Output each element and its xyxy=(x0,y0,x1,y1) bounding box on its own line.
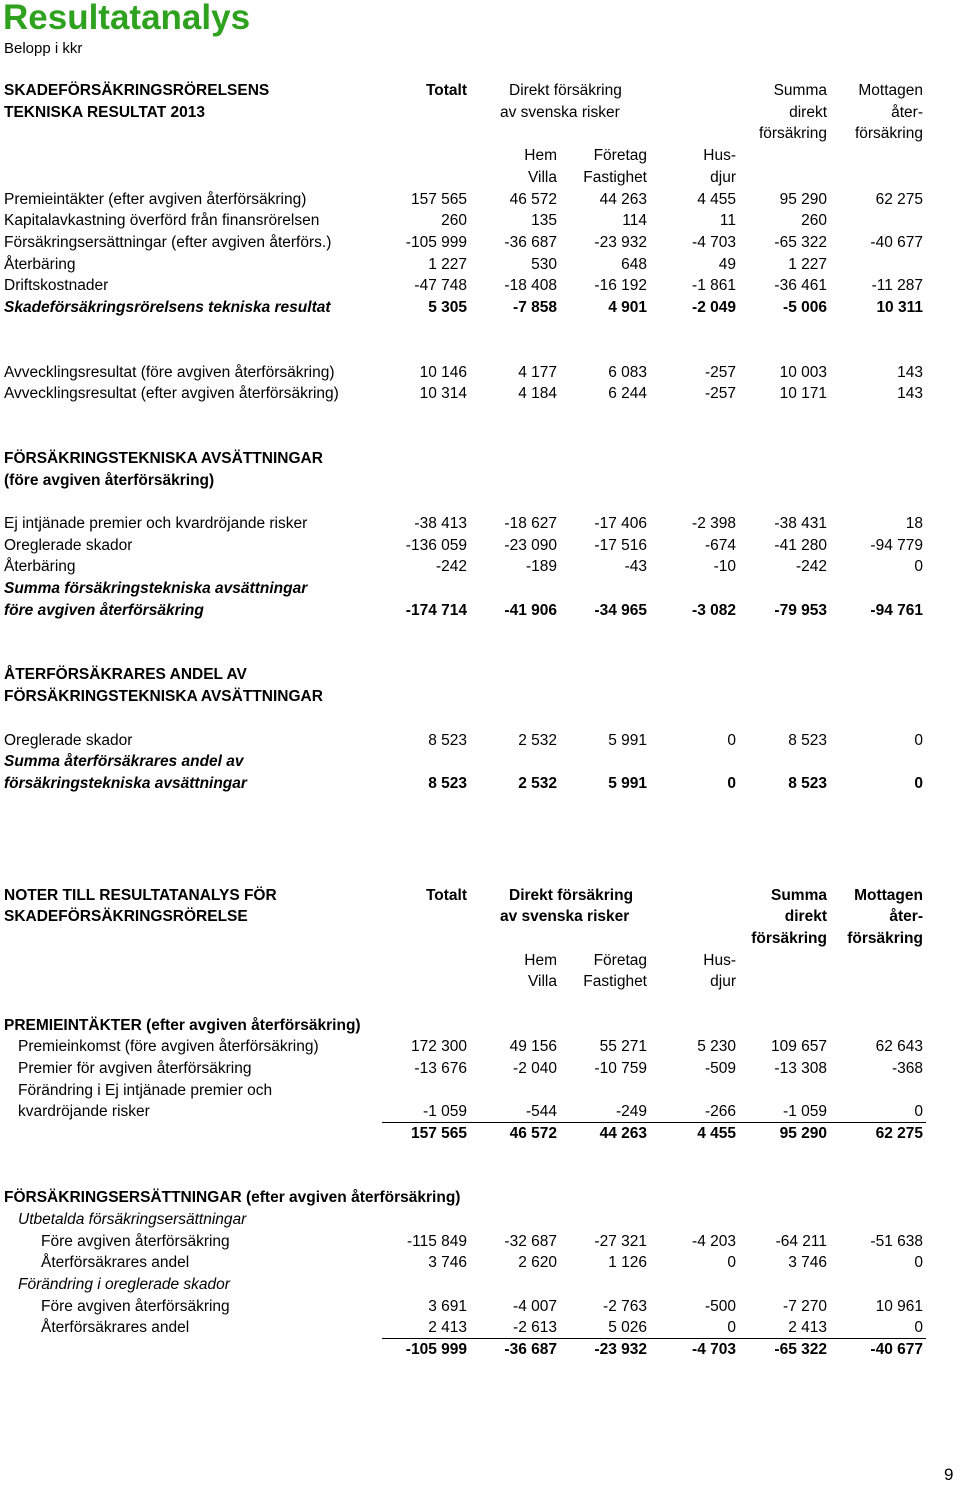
cell: -47 748 xyxy=(414,277,467,294)
sum-label-line1: Summa försäkringstekniska avsättningar xyxy=(4,580,308,597)
section-heading-line1: FÖRSÄKRINGSTEKNISKA AVSÄTTNINGAR xyxy=(4,450,323,467)
sum-label-line1: Summa återförsäkrares andel av xyxy=(4,753,244,770)
cell: 172 300 xyxy=(410,1038,467,1055)
cell: -38 413 xyxy=(414,515,467,532)
section1-header-row1 xyxy=(0,80,960,102)
cell: 0 xyxy=(914,732,923,749)
table-row xyxy=(0,1296,960,1318)
cell: -174 714 xyxy=(405,602,467,619)
table-row xyxy=(0,232,960,254)
table-row xyxy=(0,1101,960,1123)
cell: 530 xyxy=(531,256,557,273)
column-header-totalt: Totalt xyxy=(425,82,467,99)
cell: -23 090 xyxy=(504,537,557,554)
cell: -32 687 xyxy=(504,1233,557,1250)
table-total-row xyxy=(0,1123,960,1145)
cell: -51 638 xyxy=(870,1233,923,1250)
cell: 143 xyxy=(897,385,923,402)
row-label: Förändring i Ej intjänade premier och xyxy=(18,1082,273,1099)
cell: -105 999 xyxy=(405,234,467,251)
column-header-direkt-sub: direkt xyxy=(784,908,827,925)
cell: 143 xyxy=(897,364,923,381)
column-header-mottagen: Mottagen xyxy=(854,887,923,904)
cell: -17 406 xyxy=(594,515,647,532)
cell: -40 677 xyxy=(870,234,923,251)
cell: -10 759 xyxy=(594,1060,647,1077)
cell: -2 049 xyxy=(692,299,736,316)
subgroup-label: Utbetalda försäkringsersättningar xyxy=(18,1211,247,1228)
cell: 49 156 xyxy=(509,1038,557,1055)
sum-label-row xyxy=(0,578,960,600)
cell: -2 398 xyxy=(692,515,736,532)
cell: 8 523 xyxy=(788,732,827,749)
cell: 0 xyxy=(914,775,923,792)
cell: 157 565 xyxy=(410,1125,467,1142)
cell: 0 xyxy=(914,1254,923,1271)
premie-heading-label: PREMIEINTÄKTER (efter avgiven återförsäkring) xyxy=(4,1017,361,1034)
column-header-direkt: Direkt försäkring xyxy=(509,82,622,99)
cell: -189 xyxy=(525,558,557,575)
cell: -2 763 xyxy=(603,1298,647,1315)
section1-heading-line2: TEKNISKA RESULTAT 2013 xyxy=(4,104,205,121)
section2-heading-sub xyxy=(0,470,960,492)
sum-label-row xyxy=(0,751,960,773)
label-row xyxy=(0,1080,960,1102)
cell: 18 xyxy=(905,515,923,532)
cell: -257 xyxy=(704,364,736,381)
cell: 6 083 xyxy=(608,364,647,381)
cell: -4 203 xyxy=(692,1233,736,1250)
cell: -4 703 xyxy=(692,1341,736,1358)
subheader-villa: Villa xyxy=(527,973,557,990)
cell: 6 244 xyxy=(608,385,647,402)
table-row xyxy=(0,513,960,535)
subheader-fastighet: Fastighet xyxy=(583,169,647,186)
row-label: Premier för avgiven återförsäkring xyxy=(18,1060,252,1077)
cell: 0 xyxy=(727,732,736,749)
column-header-summa: Summa xyxy=(771,887,827,904)
column-header-totalt: Totalt xyxy=(425,887,467,904)
cell: 4 455 xyxy=(697,1125,736,1142)
cell: -17 516 xyxy=(594,537,647,554)
cell: -115 849 xyxy=(406,1233,467,1250)
section-heading-line2: (före avgiven återförsäkring) xyxy=(4,472,215,489)
column-header-mottagen: Mottagen xyxy=(858,82,923,99)
cell: -18 408 xyxy=(504,277,557,294)
cell: 109 657 xyxy=(770,1038,827,1055)
cell: 8 523 xyxy=(788,775,827,792)
cell: 4 184 xyxy=(518,385,557,402)
section4-heading-line1: NOTER TILL RESULTATANALYS FÖR xyxy=(4,887,277,904)
section1-header-row2 xyxy=(0,102,960,124)
cell: -23 932 xyxy=(594,1341,647,1358)
cell: 1 227 xyxy=(788,256,827,273)
column-header-forsakring-summa: försäkring xyxy=(758,125,827,142)
cell: 49 xyxy=(718,256,736,273)
cell: 3 746 xyxy=(428,1254,467,1271)
cell: 8 523 xyxy=(428,732,467,749)
cell: -1 059 xyxy=(423,1103,467,1120)
cell: -38 431 xyxy=(774,515,827,532)
column-header-svenska-risker: av svenska risker xyxy=(500,104,620,121)
cell: -368 xyxy=(891,1060,923,1077)
cell: -65 322 xyxy=(774,1341,827,1358)
subheader-hem: Hem xyxy=(524,952,557,969)
cell: 10 314 xyxy=(419,385,467,402)
cell: 95 290 xyxy=(779,191,827,208)
cell: 10 961 xyxy=(875,1298,923,1315)
section-heading-line1: ÅTERFÖRSÄKRARES ANDEL AV xyxy=(4,666,247,683)
cell: 135 xyxy=(531,212,557,229)
cell: 5 991 xyxy=(608,732,647,749)
cell: -40 677 xyxy=(870,1341,923,1358)
sum-label-line2: före avgiven återförsäkring xyxy=(4,602,204,619)
cell: 4 455 xyxy=(697,191,736,208)
cell: 8 523 xyxy=(428,775,467,792)
section4-header-row1 xyxy=(0,885,960,907)
section4-header-row2 xyxy=(0,906,960,928)
column-header-forsakring-summa: försäkring xyxy=(751,930,827,947)
column-header-forsakring-mott: försäkring xyxy=(854,125,923,142)
cell: 44 263 xyxy=(599,191,647,208)
row-label: Återbäring xyxy=(4,256,76,273)
subheader-foretag: Företag xyxy=(593,952,647,969)
row-label: Oreglerade skador xyxy=(4,537,133,554)
ers-heading xyxy=(0,1187,960,1209)
cell: 3 691 xyxy=(428,1298,467,1315)
cell: -1 059 xyxy=(783,1103,827,1120)
column-header-forsakring-mott: försäkring xyxy=(847,930,923,947)
cell: 10 311 xyxy=(876,299,923,316)
row-label: Återbäring xyxy=(4,558,76,575)
table-row xyxy=(0,556,960,578)
section1-subheader-row1 xyxy=(0,145,960,167)
cell: 2 532 xyxy=(518,732,557,749)
table-row xyxy=(0,1036,960,1058)
cell: -36 687 xyxy=(504,1341,557,1358)
cell: 3 746 xyxy=(788,1254,827,1271)
section-heading-line2: FÖRSÄKRINGSTEKNISKA AVSÄTTNINGAR xyxy=(4,688,323,705)
cell: -65 322 xyxy=(774,234,827,251)
cell: -136 059 xyxy=(405,537,467,554)
premie-heading xyxy=(0,1015,960,1037)
row-label: Avvecklingsresultat (före avgiven återförsäkring) xyxy=(4,364,335,381)
cell: 2 413 xyxy=(788,1319,827,1336)
table-total-row xyxy=(0,297,960,319)
cell: -544 xyxy=(525,1103,557,1120)
table-row xyxy=(0,535,960,557)
row-label: Före avgiven återförsäkring xyxy=(41,1233,230,1250)
cell: -10 xyxy=(713,558,736,575)
cell: 648 xyxy=(621,256,647,273)
cell: 62 275 xyxy=(875,1125,923,1142)
cell: 95 290 xyxy=(779,1125,827,1142)
row-label: Återförsäkrares andel xyxy=(41,1319,190,1336)
cell: -500 xyxy=(704,1298,736,1315)
table-row xyxy=(0,1317,960,1339)
table-row xyxy=(0,210,960,232)
page-number: 9 xyxy=(944,1465,954,1484)
cell: -105 999 xyxy=(405,1341,467,1358)
subheader-villa: Villa xyxy=(527,169,557,186)
subgroup-label-row xyxy=(0,1274,960,1296)
cell: -41 280 xyxy=(774,537,827,554)
row-label: Premieinkomst (före avgiven återförsäkring) xyxy=(18,1038,319,1055)
cell: 62 275 xyxy=(875,191,923,208)
cell: 0 xyxy=(914,1103,923,1120)
column-header-direkt: Direkt försäkring xyxy=(509,887,634,904)
cell: -41 906 xyxy=(504,602,557,619)
table-total-row xyxy=(0,773,960,795)
cell: 11 xyxy=(719,212,736,229)
cell: -23 932 xyxy=(594,234,647,251)
cell: 0 xyxy=(727,1319,736,1336)
sum-label-line2: försäkringstekniska avsättningar xyxy=(4,775,247,792)
table-row xyxy=(0,189,960,211)
table-row xyxy=(0,1231,960,1253)
row-label: Avvecklingsresultat (efter avgiven återförsäkring) xyxy=(4,385,339,402)
row-label: Driftskostnader xyxy=(4,277,109,294)
cell: 5 026 xyxy=(608,1319,647,1336)
section1-header-row3 xyxy=(0,123,960,145)
cell: 1 227 xyxy=(428,256,467,273)
cell: -36 687 xyxy=(504,234,557,251)
cell: -13 308 xyxy=(774,1060,827,1077)
cell: -4 703 xyxy=(692,234,736,251)
cell: 157 565 xyxy=(410,191,467,208)
cell: -94 779 xyxy=(870,537,923,554)
cell: 260 xyxy=(441,212,467,229)
cell: 5 991 xyxy=(608,775,647,792)
cell: -257 xyxy=(704,385,736,402)
column-header-svenska-risker: av svenska risker xyxy=(500,908,630,925)
row-label: Ej intjänade premier och kvardröjande risker xyxy=(4,515,308,532)
table-row xyxy=(0,1252,960,1274)
row-label: Kapitalavkastning överförd från finansrörelsen xyxy=(4,212,320,229)
cell: 5 305 xyxy=(428,299,467,316)
row-label: Återförsäkrares andel xyxy=(41,1254,190,1271)
cell: 2 532 xyxy=(518,775,557,792)
cell: -11 287 xyxy=(871,277,923,294)
section2-heading xyxy=(0,448,960,470)
page-subtitle: Belopp i kkr xyxy=(4,40,83,57)
cell: 2 413 xyxy=(428,1319,467,1336)
section4-header-row3 xyxy=(0,928,960,950)
subgroup-label: Förändring i oreglerade skador xyxy=(18,1276,230,1293)
row-label: kvardröjande risker xyxy=(18,1103,150,1120)
cell: 260 xyxy=(801,212,827,229)
cell: 0 xyxy=(727,775,736,792)
cell: 44 263 xyxy=(599,1125,647,1142)
subheader-djur: djur xyxy=(710,973,736,990)
cell: -674 xyxy=(704,537,736,554)
cell: 2 620 xyxy=(518,1254,557,1271)
table-total-row xyxy=(0,600,960,622)
cell: -242 xyxy=(795,558,827,575)
cell: 10 003 xyxy=(779,364,827,381)
row-label: Oreglerade skador xyxy=(4,732,133,749)
cell: -64 211 xyxy=(775,1233,827,1250)
cell: -4 007 xyxy=(513,1298,557,1315)
page-title: Resultatanalys xyxy=(3,0,251,37)
cell: 46 572 xyxy=(509,191,557,208)
cell: -2 040 xyxy=(513,1060,557,1077)
cell: -242 xyxy=(435,558,467,575)
cell: -266 xyxy=(704,1103,736,1120)
column-header-ater: åter- xyxy=(891,104,923,121)
cell: -7 858 xyxy=(513,299,557,316)
row-label: Före avgiven återförsäkring xyxy=(41,1298,230,1315)
row-label: Skadeförsäkringsrörelsens tekniska resultat xyxy=(4,299,331,316)
cell: 62 643 xyxy=(875,1038,923,1055)
cell: 5 230 xyxy=(697,1038,736,1055)
cell: 46 572 xyxy=(509,1125,557,1142)
table-row xyxy=(0,254,960,276)
subheader-hem: Hem xyxy=(524,147,557,164)
table-row xyxy=(0,730,960,752)
cell: -3 082 xyxy=(692,602,736,619)
cell: -79 953 xyxy=(774,602,827,619)
section3-heading xyxy=(0,664,960,686)
cell: -13 676 xyxy=(414,1060,467,1077)
cell: -18 627 xyxy=(504,515,557,532)
cell: 0 xyxy=(727,1254,736,1271)
subheader-foretag: Företag xyxy=(593,147,647,164)
table-row xyxy=(0,1058,960,1080)
cell: 0 xyxy=(914,1319,923,1336)
subheader-djur: djur xyxy=(710,169,736,186)
section1-subheader-row2 xyxy=(0,167,960,189)
cell: -27 321 xyxy=(594,1233,647,1250)
cell: -509 xyxy=(704,1060,736,1077)
column-header-summa: Summa xyxy=(773,82,827,99)
table-row xyxy=(0,275,960,297)
cell: 0 xyxy=(914,558,923,575)
subheader-hus: Hus- xyxy=(703,147,736,164)
cell: -2 613 xyxy=(513,1319,557,1336)
cell: 114 xyxy=(622,212,647,229)
section4-subheader-row2 xyxy=(0,971,960,993)
cell: -5 006 xyxy=(783,299,827,316)
ers-heading-label: FÖRSÄKRINGSERSÄTTNINGAR (efter avgiven återförsäkring) xyxy=(4,1189,461,1206)
cell: -94 761 xyxy=(870,602,923,619)
cell: -249 xyxy=(615,1103,647,1120)
column-header-direkt-sub: direkt xyxy=(789,104,827,121)
cell: 4 177 xyxy=(518,364,557,381)
cell: 4 901 xyxy=(608,299,647,316)
row-label: Försäkringsersättningar (efter avgiven återförs.) xyxy=(4,234,332,251)
section4-subheader-row1 xyxy=(0,950,960,972)
row-label: Premieintäkter (efter avgiven återförsäkring) xyxy=(4,191,307,208)
table-row xyxy=(0,362,960,384)
subgroup-label-row xyxy=(0,1209,960,1231)
cell: -36 461 xyxy=(774,277,827,294)
table-row xyxy=(0,383,960,405)
section3-heading-sub xyxy=(0,686,960,708)
table-total-row xyxy=(0,1339,960,1361)
cell: 1 126 xyxy=(608,1254,647,1271)
cell: -16 192 xyxy=(594,277,647,294)
cell: 10 171 xyxy=(779,385,827,402)
cell: 55 271 xyxy=(599,1038,647,1055)
section1-heading-line1: SKADEFÖRSÄKRINGSRÖRELSENS xyxy=(4,82,270,99)
cell: -1 861 xyxy=(692,277,736,294)
cell: 10 146 xyxy=(419,364,467,381)
subheader-fastighet: Fastighet xyxy=(583,973,647,990)
cell: -34 965 xyxy=(594,602,647,619)
section4-heading-line2: SKADEFÖRSÄKRINGSRÖRELSE xyxy=(4,908,248,925)
cell: -43 xyxy=(624,558,647,575)
subheader-hus: Hus- xyxy=(703,952,736,969)
column-header-ater: åter- xyxy=(889,908,923,925)
cell: -7 270 xyxy=(783,1298,827,1315)
